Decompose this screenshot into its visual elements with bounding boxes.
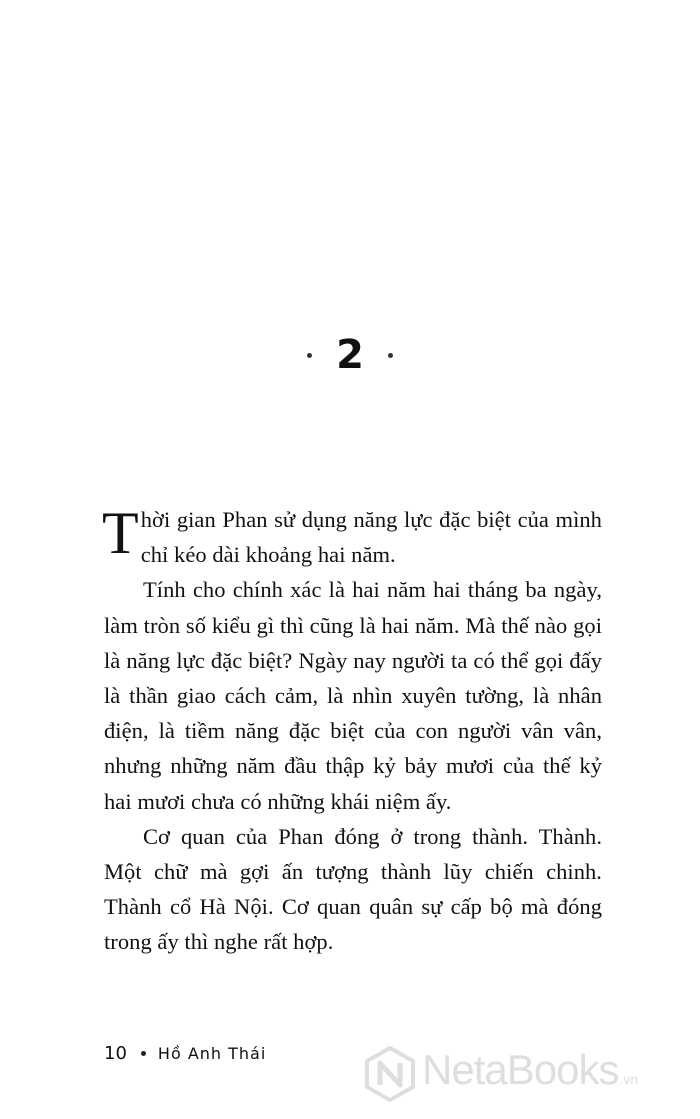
chapter-body	[104, 502, 602, 960]
heading-dot-right	[388, 353, 393, 358]
paragraph-1-text: hời gian Phan sử dụng năng lực đặc biệt của mình chỉ kéo dài khoảng hai năm.	[140, 507, 602, 568]
page-number: 10	[104, 1043, 127, 1064]
watermark-brand-text: NetaBooks	[422, 1045, 619, 1093]
footer-author: Hồ Anh Thái	[157, 1044, 267, 1063]
chapter-heading	[0, 330, 700, 380]
heading-dot-left	[307, 353, 312, 358]
paragraph-2: Tính cho chính xác là hai năm hai tháng ba ngày, làm tròn số kiểu gì thì cũng là hai năm. Mà thế nào gọi là năng lực đặc biệt? Ngày nay người ta có thể gọi đấy là thần giao cách cảm, là nhìn xuyên tường, là nhân điện, là tiềm năng đặc biệt của con người vân vân, nhưng những năm đầu thập kỷ bảy mươi của thế kỷ hai mươi chưa có những khái niệm ấy.	[104, 577, 602, 814]
watermark-brand	[422, 1042, 638, 1107]
paragraph-1	[104, 502, 602, 572]
paragraph-3: Cơ quan của Phan đóng ở trong thành. Thành. Một chữ mà gợi ấn tượng thành lũy chiến chinh. Thành cổ Hà Nội. Cơ quan quân sự cấp bộ mà đóng trong ấy thì nghe rất hợp.	[104, 823, 602, 955]
netabooks-logo-icon	[364, 1046, 416, 1102]
chapter-number: 2	[336, 332, 364, 378]
footer-bullet	[141, 1051, 146, 1056]
watermark-suffix: .vn	[619, 1070, 639, 1087]
page-footer	[104, 1042, 266, 1066]
netabooks-watermark	[364, 1046, 638, 1102]
drop-cap: T	[102, 500, 139, 566]
